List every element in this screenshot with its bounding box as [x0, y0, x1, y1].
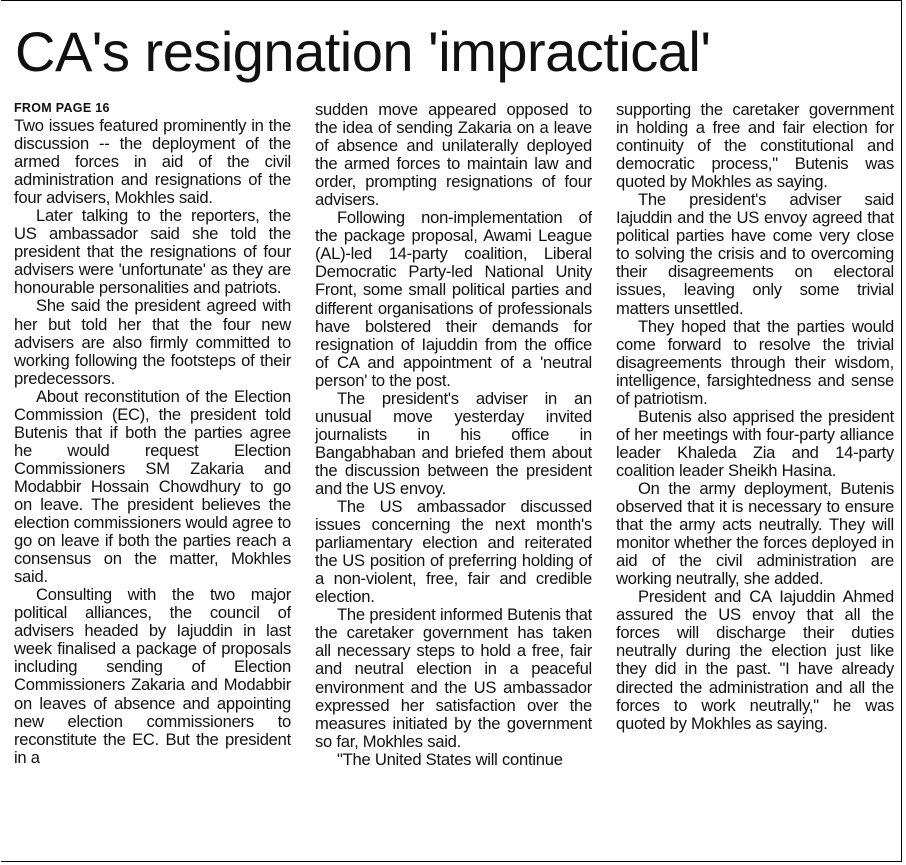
paragraph: Two issues featured prominently in the discussion -- the deployment of the armed forces in aid of the civil administration and resignations of the four advisers, Mokhles said.	[14, 116, 291, 208]
headline: CA's resignation 'impractical'	[15, 20, 711, 83]
paragraph: About reconstitution of the Election Commission (EC), the president told Butenis that if both the parties agree he would request Election Commissioners SM Zakaria and Modabbir Hossain Chowdhury to go on leave. The president believes the election commissioners would agree to go on leave if both the parties reach a consensus on the matter, Mokhles said.	[14, 386, 291, 587]
paragraph: On the army deployment, Butenis observed that it is necessary to ensure that the army acts neutrally. They will monitor whether the forces deployed in aid of the civil administration are working neutrally, she added.	[616, 478, 894, 589]
column-2	[315, 101, 592, 859]
paragraph: supporting the caretaker government in holding a free and fair election for continuity of the constitutional and democratic process," Butenis was quoted by Mokhles as saying.	[616, 101, 894, 192]
paragraph: President and CA Iajuddin Ahmed assured the US envoy that all the forces will discharge their duties neutrally during the election just like they did in the past. "I have already directed the administration and all the forces to work neutrally," he was quoted by Mokhles as saying.	[616, 587, 894, 733]
paragraph: The US ambassador discussed issues concerning the next month's parliamentary election and reiterated the US position of preferring holding of a non-violent, free, fair and credible election.	[315, 497, 592, 607]
paragraph: The president's adviser said Iajuddin and the US envoy agreed that political parties have come very close to solving the crisis and to overcoming their disagreements on electoral issues, leaving only some trivial matters unsettled.	[616, 190, 894, 318]
paragraph: Consulting with the two major political alliances, the council of advisers headed by Iajuddin in last week finalised a package of proposals including sending of Election Commissioners Zakaria and Modabbir on leaves of absence and appointing new election commissioners to reconstitute the EC. But the president in a	[14, 585, 291, 767]
paragraph: Following non-implementation of the package proposal, Awami League (AL)-led 14-party coalition, Liberal Democratic Party-led National Unity Front, some small political parties and different organisations of professionals have bolstered their demands for resignation of Iajuddin from the office of CA and appointment of a 'neutral person' to the post.	[315, 208, 592, 390]
paragraph: Later talking to the reporters, the US ambassador said she told the president that the resignations of four advisers were 'unfortunate' as they are honourable personalities and patriots.	[14, 206, 291, 298]
paragraph: She said the president agreed with her but told her that the four new advisers are also firmly committed to working following the footsteps of their predecessors.	[14, 296, 291, 388]
paragraph: They hoped that the parties would come forward to resolve the trivial disagreements through their wisdom, intelligence, farsightedness and sense of patriotism.	[616, 316, 894, 408]
column-3	[616, 101, 894, 859]
continuation-kicker: FROM PAGE 16	[14, 101, 110, 115]
paragraph: sudden move appeared opposed to the idea of sending Zakaria on a leave of absence and unilaterally deployed the armed forces to maintain law and order, prompting resignations of four advisers.	[315, 101, 592, 210]
paragraph: The president's adviser in an unusual move yesterday invited journalists in his office in Bangabhaban and briefed them about the discussion between the president and the US envoy.	[315, 388, 592, 498]
paragraph: The president informed Butenis that the caretaker government has taken all necessary steps to hold a free, fair and neutral election in a peaceful environment and the US ambassador expressed her satisfaction over the measures initiated by the government so far, Mokhles said.	[315, 605, 592, 751]
paragraph: Butenis also apprised the president of her meetings with four-party alliance leader Khaleda Zia and 14-party coalition leader Sheikh Hasina.	[616, 406, 894, 480]
column-1	[14, 101, 291, 859]
article-body	[14, 101, 894, 859]
paragraph: "The United States will continue	[337, 749, 563, 769]
